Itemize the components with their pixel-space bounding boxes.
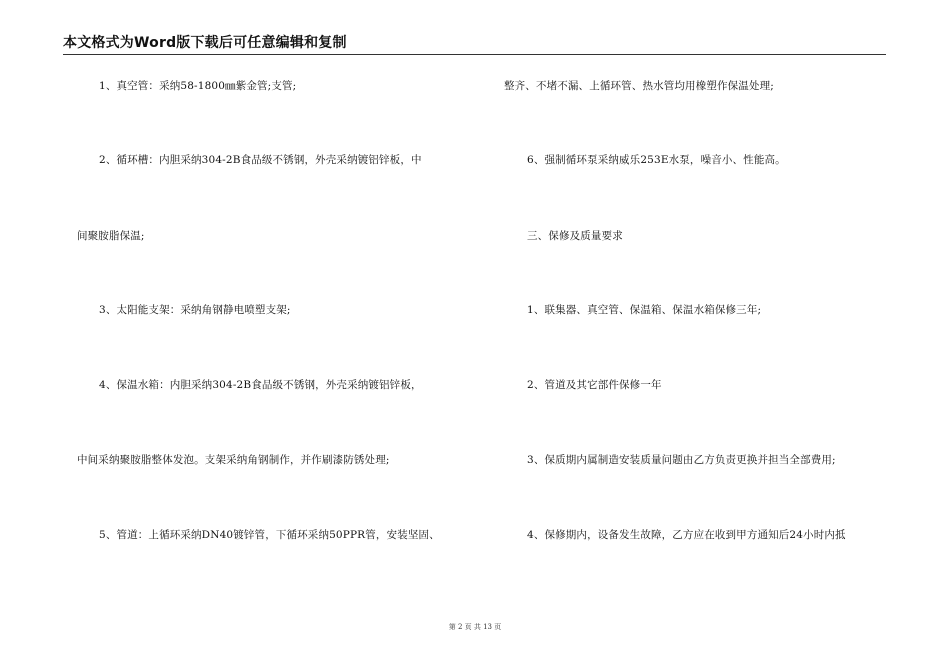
right-line-1: 整齐、不堵不漏、上循环管、热水管均用橡塑作保温处理; [504, 80, 774, 92]
right-line-5: 2、管道及其它部件保修一年 [527, 379, 662, 391]
right-line-3: 三、保修及质量要求 [527, 230, 623, 242]
right-line-4: 1、联集器、真空管、保温箱、保温水箱保修三年; [527, 304, 762, 316]
left-line-5: 4、保温水箱：内胆采纳304-2B食品级不锈钢，外壳采纳镀铝锌板， [99, 379, 422, 391]
left-line-3: 间聚胺脂保温; [77, 230, 145, 242]
page-footer: 第 2 页 共 13 页 [448, 623, 502, 631]
left-line-4: 3、太阳能支架：采纳角钢静电喷塑支架; [99, 304, 291, 316]
page-header [63, 34, 886, 55]
left-line-1: 1、真空管：采纳58-1800㎜紫金管;支管; [99, 80, 297, 92]
left-line-7: 5、管道：上循环采纳DN40镀锌管，下循环采纳50PPR管，安装坚固、 [99, 529, 440, 541]
header-title: 本文格式为Word版下载后可任意编辑和复制 [63, 35, 347, 51]
left-line-2: 2、循环槽：内胆采纳304-2B食品级不锈钢，外壳采纳镀铝锌板，中 [99, 154, 422, 166]
left-line-6: 中间采纳聚胺脂整体发泡。支架采纳角钢制作，并作刷漆防锈处理; [77, 454, 390, 466]
right-line-7: 4、保修期内，设备发生故障，乙方应在收到甲方通知后24小时内抵 [527, 529, 846, 541]
right-line-2: 6、强制循环泵采纳威乐253E水泵，噪音小、性能高。 [527, 154, 786, 166]
right-line-6: 3、保质期内属制造安装质量问题由乙方负责更换并担当全部费用; [527, 454, 836, 466]
